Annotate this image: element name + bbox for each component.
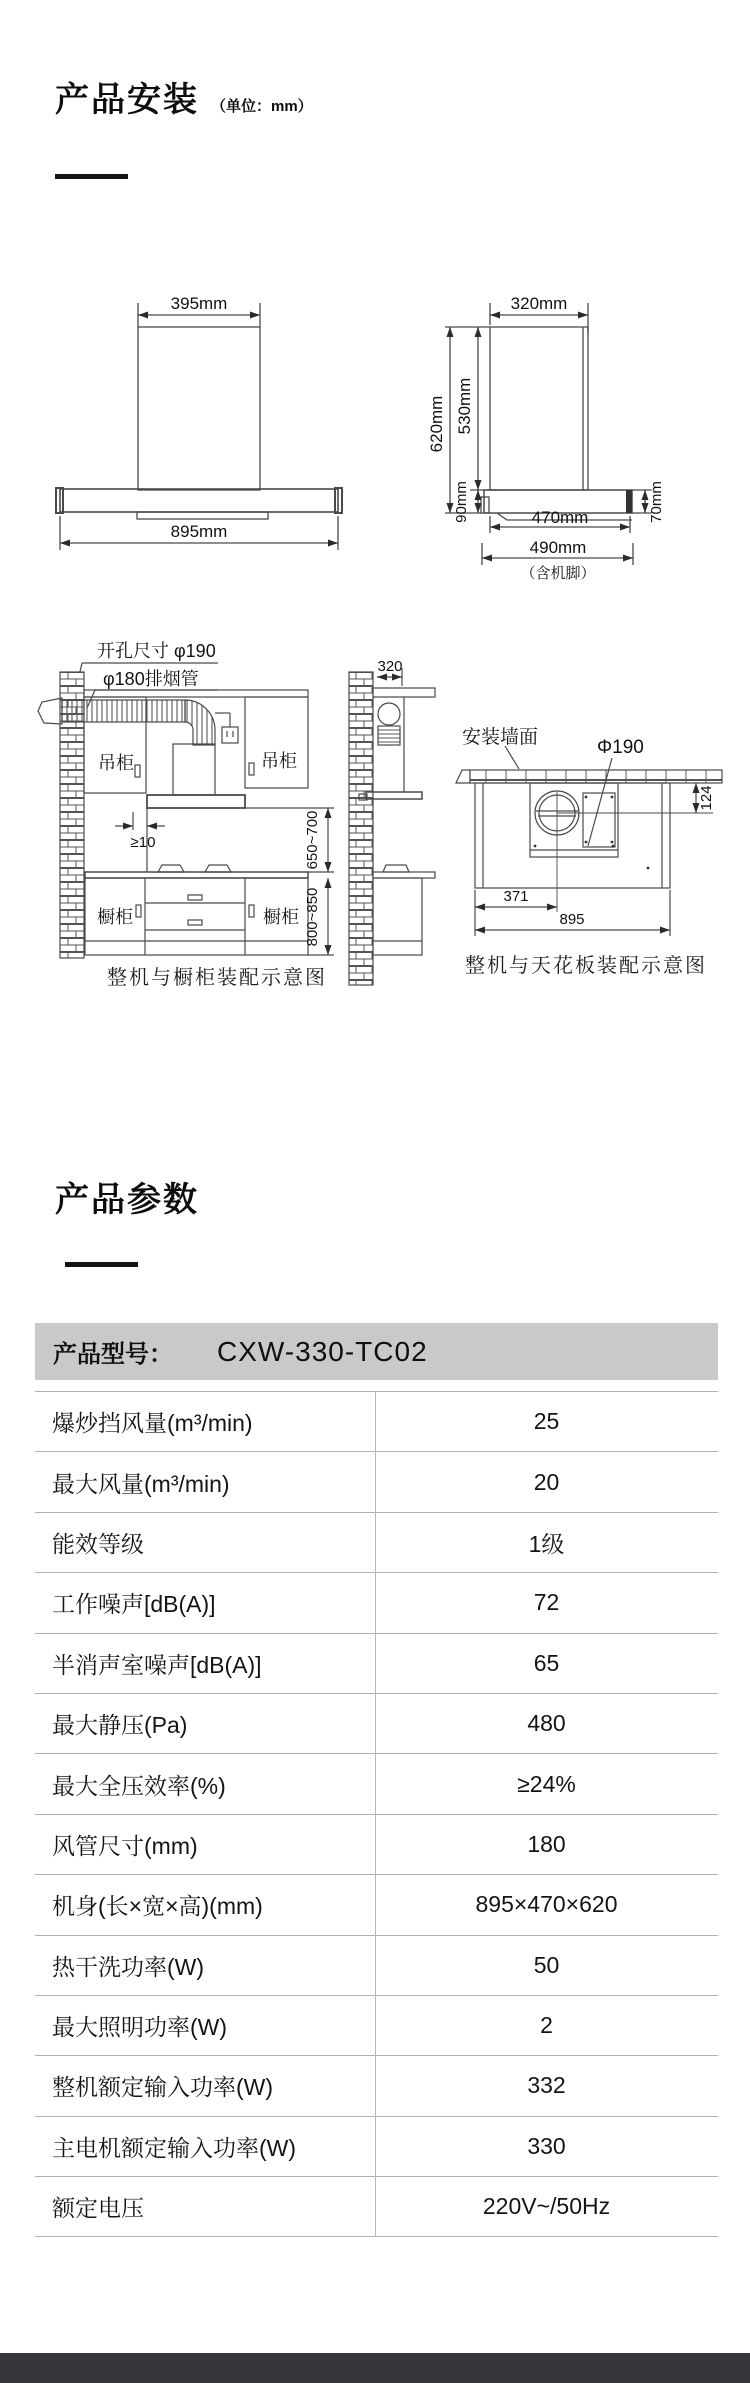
side-top-width-dim: 320mm — [510, 294, 568, 313]
param-row — [35, 1936, 718, 1996]
footer-bar — [0, 2353, 750, 2383]
param-label: 最大风量(m³/min) — [52, 1470, 230, 1497]
hood-chimney-install — [173, 744, 215, 795]
wall-strip-end — [456, 770, 470, 783]
countertop — [85, 872, 308, 878]
hanging-cabinet-right-label: 吊柜 — [261, 751, 297, 771]
hanging-cabinet-left-label: 吊柜 — [98, 753, 134, 773]
mounting-wall-label: 安装墙面 — [462, 727, 539, 748]
mounting-wall-strip — [470, 770, 722, 783]
counter-height-range-dim: 800~850 — [304, 887, 321, 947]
param-value: 220V~/50Hz — [482, 2193, 611, 2220]
burner-left — [158, 865, 184, 872]
base-cabinet-left-label: 橱柜 — [97, 907, 133, 927]
param-row — [35, 1573, 718, 1633]
params-section-header — [55, 1172, 199, 1221]
hood-height-range-dim: 650~700 — [304, 810, 321, 870]
param-row — [35, 1513, 718, 1573]
junction-box — [583, 793, 615, 847]
param-row — [35, 1815, 718, 1875]
params-table — [35, 1323, 718, 2237]
param-value: 2 — [540, 2012, 553, 2039]
gap-dim: ≥10 — [130, 834, 156, 851]
param-value: 50 — [533, 1951, 560, 1978]
param-row — [35, 1452, 718, 1512]
hood-chimney-front — [138, 327, 260, 490]
param-row — [35, 2177, 718, 2237]
param-value: 25 — [533, 1408, 560, 1435]
hood-body-install — [147, 795, 245, 808]
param-label: 额定电压 — [52, 2195, 144, 2222]
param-row — [35, 1875, 718, 1935]
duct-circle — [378, 703, 400, 725]
param-label: 半消声室噪声[dB(A)] — [52, 1651, 262, 1678]
side-total-depth-dim: 490mm — [529, 538, 587, 557]
hood-top-view — [475, 783, 670, 888]
param-label: 爆炒挡风量(m³/min) — [52, 1410, 253, 1437]
cabinet-install-side-section — [349, 668, 435, 985]
side-body-depth-dim: 470mm — [531, 508, 589, 527]
param-label: 最大静压(Pa) — [52, 1712, 188, 1739]
burner-right — [205, 865, 231, 872]
param-row — [35, 2117, 718, 2177]
side-total-height-dim: 620mm — [427, 395, 446, 453]
base-cabinet-right-label: 橱柜 — [263, 907, 299, 927]
hood-side-section — [366, 792, 422, 799]
side-left-body-height-dim: 90mm — [453, 481, 470, 523]
ceiling-slab — [84, 690, 308, 697]
hood-width-dim: 895 — [559, 911, 585, 928]
param-value: ≥24% — [517, 1770, 576, 1797]
param-value: 330 — [527, 2132, 566, 2159]
param-value: 72 — [533, 1589, 560, 1616]
param-row — [35, 1392, 718, 1452]
side-depth-dim: 320 — [377, 658, 403, 675]
hole-size-label: 开孔尺寸 φ190 — [97, 641, 216, 661]
table-column-divider — [375, 1392, 376, 2237]
param-label: 能效等级 — [52, 1530, 144, 1557]
installation-drawings — [0, 0, 750, 1010]
param-label: 热干洗功率(W) — [52, 1953, 205, 1980]
duct-coil-side — [378, 726, 400, 745]
side-chimney-height-dim: 530mm — [455, 377, 474, 435]
duct-wall-cap — [38, 698, 62, 724]
params-title-underline — [65, 1262, 138, 1267]
param-row — [35, 1996, 718, 2056]
param-value: 65 — [533, 1649, 560, 1676]
param-row — [35, 1754, 718, 1814]
param-row — [35, 1634, 718, 1694]
hood-back-band — [626, 490, 632, 513]
model-value: CXW-330-TC02 — [217, 1335, 428, 1367]
ceiling-install-drawing — [456, 746, 722, 936]
params-rows — [35, 1391, 718, 2237]
hood-body-front — [60, 489, 338, 512]
param-label: 机身(长×宽×高)(mm) — [52, 1893, 263, 1920]
install-unit-note: （单位：mm） — [211, 98, 313, 115]
param-label: 主电机额定输入功率(W) — [52, 2134, 297, 2161]
exhaust-duct — [62, 700, 185, 722]
burner-side — [383, 865, 409, 872]
ceiling-slab-side — [373, 688, 435, 697]
center-distance-dim: 371 — [503, 888, 529, 905]
vent-hole-label: Φ190 — [597, 737, 644, 758]
cabinet-diagram-caption: 整机与橱柜装配示意图 — [107, 967, 327, 989]
param-value: 480 — [527, 1710, 566, 1737]
countertop-side — [373, 872, 435, 878]
base-cabinet-side — [373, 878, 422, 955]
front-top-width-dim: 395mm — [170, 294, 228, 313]
hood-lip-side — [481, 497, 489, 513]
param-row — [35, 2056, 718, 2116]
install-title: 产品安装 — [55, 81, 199, 119]
duct-elbow — [185, 700, 215, 745]
side-total-depth-note: （含机脚） — [520, 565, 596, 582]
hood-vent-front — [137, 512, 268, 519]
param-label: 整机额定输入功率(W) — [52, 2074, 274, 2101]
param-value: 1级 — [528, 1530, 565, 1557]
param-row — [35, 1694, 718, 1754]
side-right-body-height-dim: 70mm — [648, 481, 665, 523]
param-label: 风管尺寸(mm) — [52, 1832, 198, 1859]
front-bottom-width-dim: 895mm — [170, 522, 228, 541]
duct-size-label: φ180排烟管 — [103, 669, 199, 689]
wall-offset-dim: 124 — [698, 785, 715, 811]
param-value: 895×470×620 — [475, 1891, 618, 1918]
hood-chimney-side — [490, 327, 588, 490]
model-row — [35, 1323, 718, 1380]
ceiling-diagram-caption: 整机与天花板装配示意图 — [465, 955, 707, 977]
front-view-drawing — [56, 303, 342, 550]
param-label: 工作噪声[dB(A)] — [52, 1591, 216, 1618]
param-label: 最大照明功率(W) — [52, 2014, 228, 2041]
params-title: 产品参数 — [55, 1181, 199, 1219]
power-socket — [222, 727, 238, 743]
param-value: 20 — [533, 1468, 560, 1495]
param-label: 最大全压效率(%) — [52, 1772, 226, 1799]
brick-wall-side — [349, 672, 373, 985]
model-label: 产品型号： — [53, 1341, 173, 1368]
param-value: 180 — [527, 1830, 566, 1857]
param-value: 332 — [527, 2072, 566, 2099]
